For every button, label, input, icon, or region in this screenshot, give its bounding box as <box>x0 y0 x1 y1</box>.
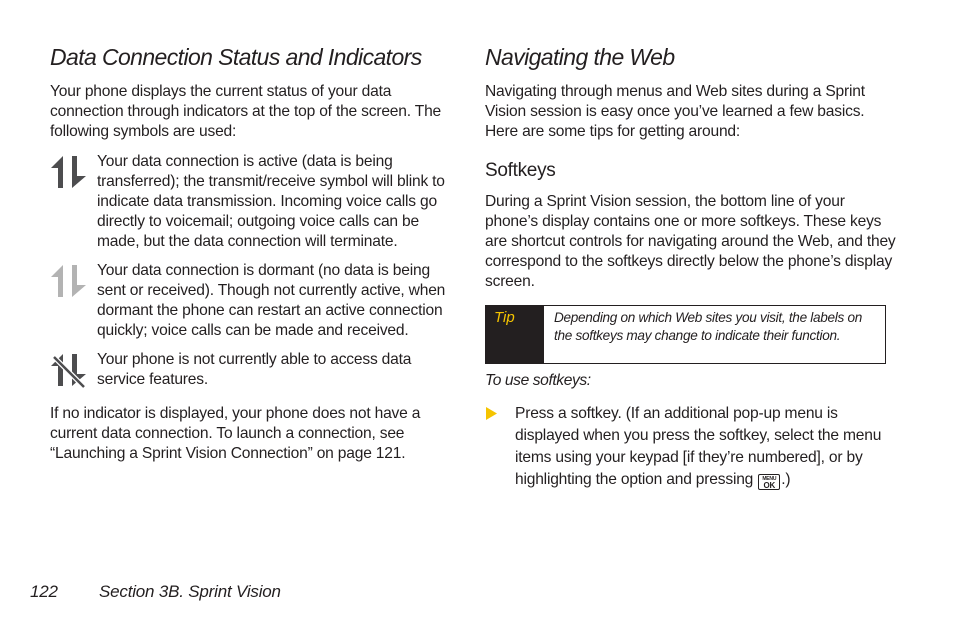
tip-text: Depending on which Web sites you visit, the labels on the softkeys may change to indicate their function. <box>554 310 863 343</box>
indicator-active <box>50 152 460 252</box>
triangle-bullet-icon <box>485 407 497 420</box>
softkeys-paragraph: During a Sprint Vision session, the bottom line of your phone’s display contains one or more softkeys. These keys are shortcut controls for navigating around the Web, and they correspond to the softkeys directly below the phone’s display screen. <box>485 193 896 290</box>
subhead-softkeys: Softkeys <box>485 160 556 181</box>
indicator-no-data <box>50 350 460 394</box>
navigating-web-intro: Navigating through menus and Web sites during a Sprint Vision session is easy once you’ve learned a few basics. Here are some tips for getting around: <box>485 83 865 140</box>
section-title-navigating-web: Navigating the Web <box>485 44 675 70</box>
no-data-icon <box>50 353 88 389</box>
step-text <box>515 403 897 491</box>
menu-ok-key-top: MENU <box>762 476 777 482</box>
data-connection-outro: If no indicator is displayed, your phone does not have a current data connection. To launch a connection, see “Launching a Sprint Vision Connection” on page 121. <box>50 405 421 462</box>
active-data-icon <box>50 155 88 189</box>
menu-ok-key-bottom: OK <box>763 481 776 490</box>
procedure-title: To use softkeys: <box>485 372 591 389</box>
indicator-dormant-text: Your data connection is dormant (no data is being sent or received). Though not currently active, when dormant the phone can restart an active connection quickly; voice calls can be made and received. <box>97 262 446 339</box>
step-item <box>485 403 897 491</box>
page-footer <box>30 582 281 602</box>
page-number: 122 <box>30 582 58 601</box>
tip-label: Tip <box>486 306 544 363</box>
section-title-data-connection: Data Connection Status and Indicators <box>50 44 422 70</box>
indicator-active-text: Your data connection is active (data is being transferred); the transmit/receive symbol will blink to indicate data transmission. Incoming voice calls go directly to voicemail; outgoing voice calls can be made, but the data connection will terminate. <box>97 153 445 250</box>
right-column <box>485 42 897 491</box>
dormant-data-icon <box>50 264 88 298</box>
step-text-before: Press a softkey. (If an additional pop-up menu is displayed when you press the softkey, select the menu items using your keypad [if they’re numbered], or by highlighting the option and pressing <box>515 405 882 488</box>
footer-section: Section 3B. Sprint Vision <box>99 582 281 601</box>
indicator-dormant <box>50 261 460 341</box>
tip-box <box>485 305 886 364</box>
indicator-no-data-text: Your phone is not currently able to access data service features. <box>97 351 412 388</box>
step-text-after: .) <box>781 471 791 488</box>
left-column <box>50 42 460 464</box>
menu-ok-key-icon <box>758 474 780 490</box>
data-connection-intro: Your phone displays the current status of your data connection through indicators at the top of the screen. The following symbols are used: <box>50 83 442 140</box>
